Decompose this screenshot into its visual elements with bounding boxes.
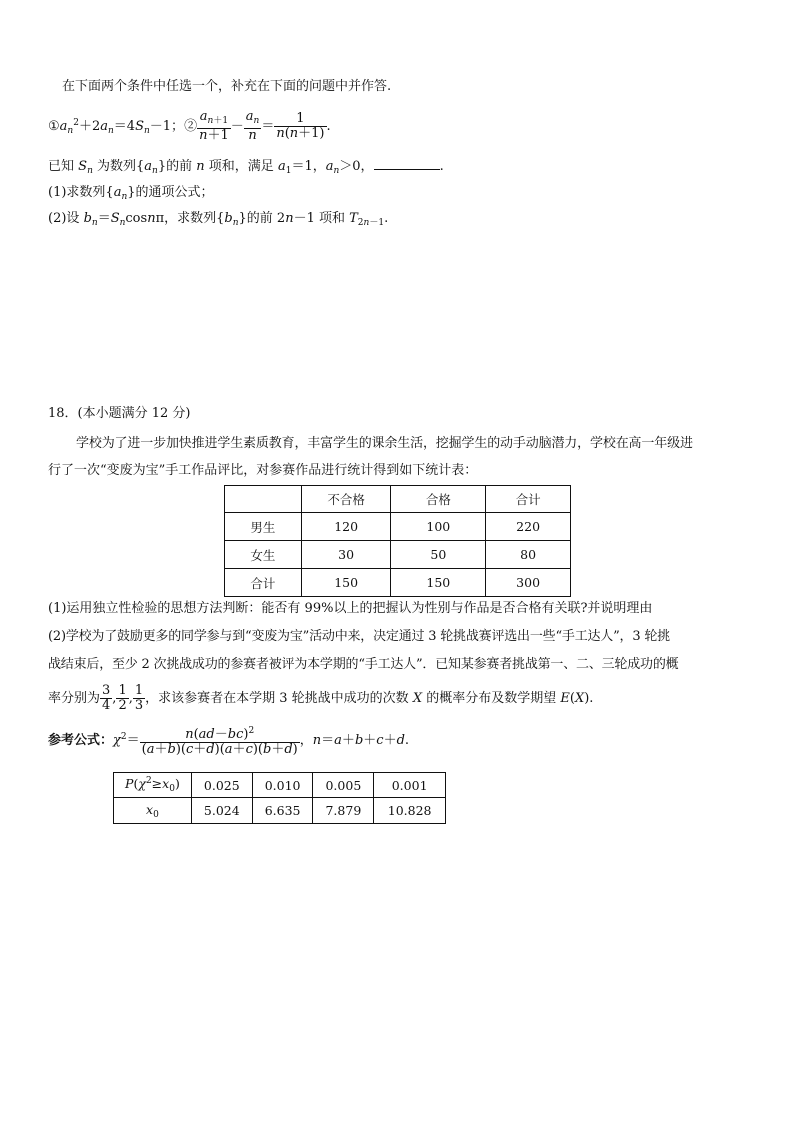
option1-label: ① xyxy=(48,119,60,134)
q17-options: $①a_n^2+2a_n=4S_n-1$；② $\frac{a_{n+1}}{n+1}$ － $\frac{a_n}{n}$ ＝ $\frac{1}{n(n+1)}$ . xyxy=(48,109,331,143)
table-cell: 合计 xyxy=(225,569,302,597)
table-cell: 50 xyxy=(391,541,486,569)
probability-three-quarters: $\frac{3}{4}$ xyxy=(102,683,111,713)
probability-one-third: $\frac{1}{3}$ xyxy=(134,683,144,713)
answer-blank xyxy=(374,157,440,170)
chi-square-fraction: $\frac{n(ad-bc)^2}{(a+b)(c+d)(a+c)(b+d)}$ xyxy=(141,726,298,757)
table-row xyxy=(225,569,571,597)
table-row xyxy=(225,541,571,569)
probability-one-half: $\frac{1}{2}$ xyxy=(118,683,127,713)
q18-para1: 学校为了进一步加快推进学生素质教育，丰富学生的课余生活，挖掘学生的动手动脑潜力，学校在高一年级进 xyxy=(76,436,693,451)
table-cell: 女生 xyxy=(225,541,302,569)
fraction-a-n: $\frac{a_n}{n}$ xyxy=(245,109,260,143)
option2-label: ② xyxy=(184,119,198,134)
table-row xyxy=(114,798,446,824)
q18-para2: 行了一次“变废为宝”手工作品评比，对参赛作品进行统计得到如下统计表： xyxy=(48,463,478,478)
critical-value-table xyxy=(113,772,446,824)
table-header-cell xyxy=(225,486,302,513)
table-cell: 5.024 xyxy=(191,798,252,824)
table-cell: 30 xyxy=(301,541,391,569)
table-cell: 10.828 xyxy=(374,798,446,824)
table-header-cell: 不合格 xyxy=(301,486,391,513)
table-header-cell: 合格 xyxy=(391,486,486,513)
table-row xyxy=(114,773,446,798)
q17-part2: (2)设 $b_n=S_n\cos n\pi$，求数列$\{b_n\}$的前 2n－1 项和 $T_{2n-1}$. xyxy=(48,211,389,228)
table-cell: 150 xyxy=(301,569,391,597)
table-cell: 6.635 xyxy=(252,798,313,824)
table-row xyxy=(225,513,571,541)
table-cell: 0.001 xyxy=(374,773,446,798)
q18-part2-line3: 率分别为 $\frac{3}{4}$ , $\frac{1}{2}$ , $\frac{1}{3}$ ，求该参赛者在本学期 3 轮挑战中成功的次数 X 的概率分布及数学期望 E(X). xyxy=(48,683,594,713)
reference-formula: 参考公式：$\chi^2=$ $\frac{n(ad-bc)^2}{(a+b)(c+d)(a+c)(b+d)}$ ，n＝a＋b＋c＋d. xyxy=(48,726,410,757)
table-row-label: $x_0$ xyxy=(114,798,192,824)
q18-part2-line2: 战结束后，至少 2 次挑战成功的参赛者被评为本学期的“手工达人”．已知某参赛者挑战第一、二、三轮成功的概 xyxy=(48,657,679,672)
q17-known: 已知 $S_n$ 为数列$\{a_n\}$的前 n 项和，满足 $a_1=1$，$a_n>0$， . xyxy=(48,159,444,176)
table-header-cell: 合计 xyxy=(486,486,571,513)
q17-intro: 在下面两个条件中任选一个，补充在下面的问题中并作答. xyxy=(62,79,392,94)
table-cell: 100 xyxy=(391,513,486,541)
table-cell: 7.879 xyxy=(313,798,374,824)
table-cell: 300 xyxy=(486,569,571,597)
table-cell: 0.010 xyxy=(252,773,313,798)
table-cell: 150 xyxy=(391,569,486,597)
stats-table xyxy=(224,485,571,597)
table-cell: 120 xyxy=(301,513,391,541)
q18-part1: (1)运用独立性检验的思想方法判断：能否有 99%以上的把握认为性别与作品是否合格有关联?并说明理由 xyxy=(48,601,653,616)
table-cell: 0.005 xyxy=(313,773,374,798)
table-cell: 80 xyxy=(486,541,571,569)
table-cell: 0.025 xyxy=(191,773,252,798)
fraction-a-n-plus-1: $\frac{a_{n+1}}{n+1}$ xyxy=(199,109,229,143)
fraction-reciprocal: $\frac{1}{n(n+1)}$ xyxy=(276,111,325,141)
table-row-label: $P(\chi^2\ge x_0)$ xyxy=(114,773,192,798)
table-cell: 220 xyxy=(486,513,571,541)
q17-part1: (1)求数列$\{a_n\}$的通项公式； xyxy=(48,185,214,202)
q18-header: 18．(本小题满分 12 分) xyxy=(48,406,191,421)
table-cell: 男生 xyxy=(225,513,302,541)
q18-part2-line1: (2)学校为了鼓励更多的同学参与到“变废为宝”活动中来，决定通过 3 轮挑战赛评选出一些“手工达人”，3 轮挑 xyxy=(48,629,670,644)
